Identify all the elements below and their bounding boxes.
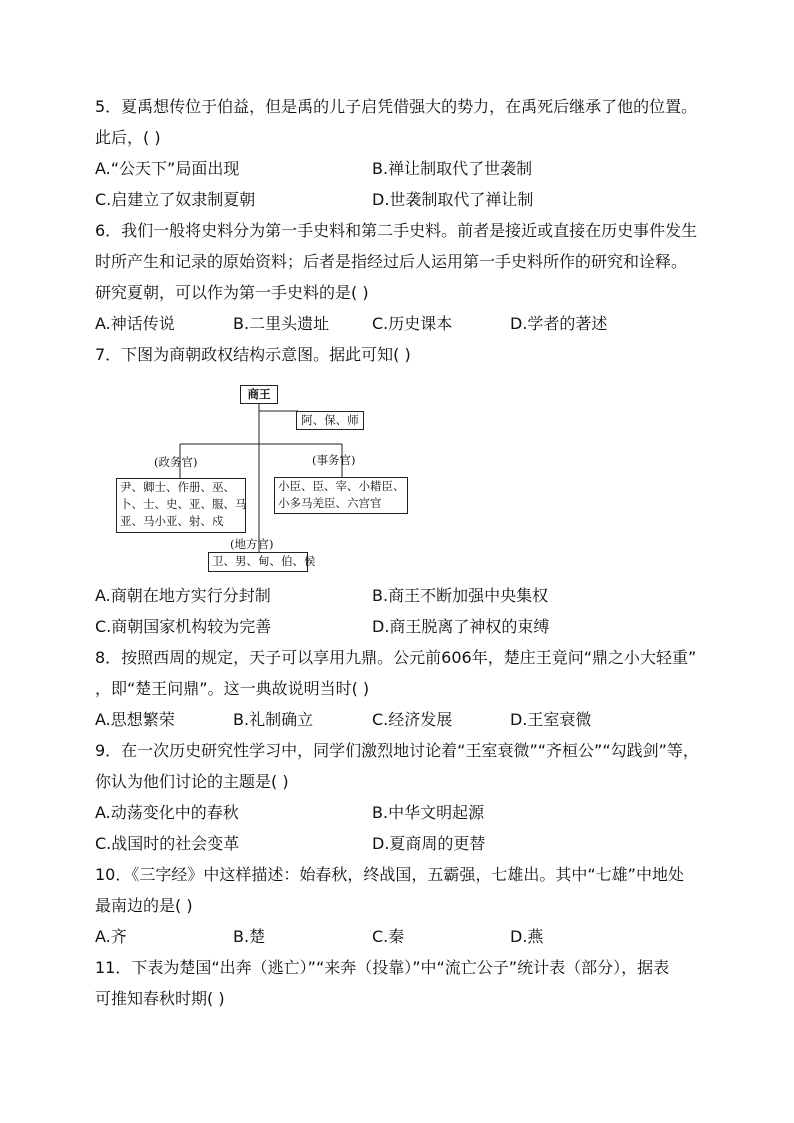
question-6-text-line-3: 研究夏朝，可以作为第一手史料的是( )	[95, 283, 369, 302]
question-8-option-d: D.王室衰微	[510, 710, 592, 729]
local-officials-label: (地方官)	[230, 537, 274, 551]
question-6-option-c: C.历史课本	[372, 314, 453, 333]
question-9-text-line-1: 9．在一次历史研究性学习中，同学们激烈地讨论着“王室衰微”“齐桓公”“勾践剑”等，	[95, 741, 699, 760]
question-8-option-c: C.经济发展	[372, 710, 453, 729]
advisors-box: 阿、保、师	[296, 411, 364, 430]
question-11-text-line-2: 可推知春秋时期( )	[95, 989, 225, 1008]
question-10-text-line-2: 最南边的是( )	[95, 896, 193, 915]
question-7-option-d: D.商王脱离了神权的束缚	[372, 617, 550, 636]
question-10-option-c: C.秦	[372, 927, 405, 946]
question-7-text-line-1: 7．下图为商朝政权结构示意图。据此可知( )	[95, 345, 411, 364]
question-6-option-d: D.学者的著述	[510, 314, 608, 333]
question-9-option-a: A.动荡变化中的春秋	[95, 803, 239, 822]
shang-king-box: 商王	[240, 385, 278, 404]
question-10-text-line-1: 10．《三字经》中这样描述：始春秋，终战国，五霸强，七雄出。其中“七雄”中地处	[95, 865, 684, 884]
question-9-option-d: D.夏商周的更替	[372, 834, 486, 853]
local-officials-box: 卫、男、甸、伯、侯	[208, 552, 308, 572]
affairs-officials-line-2: 小多马羌臣、六宫官	[278, 496, 382, 510]
question-9-option-b: B.中华文明起源	[372, 803, 485, 822]
question-7-option-b: B.商王不断加强中央集权	[372, 586, 549, 605]
question-10-option-b: B.楚	[233, 927, 266, 946]
admin-officials-line-2: 卜、士、史、亚、服、马	[120, 497, 247, 511]
question-10-option-d: D.燕	[510, 927, 544, 946]
question-5-option-d: D.世袭制取代了禅让制	[372, 190, 534, 209]
affairs-officials-label: (事务官)	[312, 453, 356, 467]
question-9-option-c: C.战国时的社会变革	[95, 834, 240, 853]
question-6-text-line-2: 时所产生和记录的原始资料；后者是指经过后人运用第一手史料所作的研究和诠释。	[95, 252, 688, 271]
admin-officials-box	[116, 478, 246, 533]
affairs-officials-line-1: 小臣、臣、宰、小耤臣、	[278, 479, 405, 493]
admin-officials-line-1: 尹、卿士、作册、巫、	[120, 480, 235, 494]
affairs-officials-box	[274, 477, 408, 514]
question-6-text-line-1: 6．我们一般将史料分为第一手史料和第二手史料。前者是接近或直接在历史事件发生	[95, 221, 698, 240]
question-10-option-a: A.齐	[95, 927, 127, 946]
question-7-option-c: C.商朝国家机构较为完善	[95, 617, 272, 636]
question-5-option-a: A.“公天下”局面出现	[95, 159, 240, 178]
question-9-text-line-2: 你认为他们讨论的主题是( )	[95, 772, 289, 791]
question-5-text-line-1: 5．夏禹想传位于伯益，但是禹的儿子启凭借强大的势力，在禹死后继承了他的位置。	[95, 97, 698, 116]
question-8-text-line-2: ，即“楚王问鼎”。这一典故说明当时( )	[95, 679, 370, 698]
question-7-option-a: A.商朝在地方实行分封制	[95, 586, 271, 605]
question-6-option-a: A.神话传说	[95, 314, 175, 333]
question-5-option-b: B.禅让制取代了世袭制	[372, 159, 533, 178]
admin-officials-label: (政务官)	[154, 455, 198, 469]
question-5-text-line-2: 此后，( )	[95, 128, 161, 147]
question-5-option-c: C.启建立了奴隶制夏朝	[95, 190, 256, 209]
question-6-option-b: B.二里头遗址	[233, 314, 330, 333]
question-8-text-line-1: 8．按照西周的规定，天子可以享用九鼎。公元前606年，楚庄王竟问“鼎之小大轻重”	[95, 648, 697, 667]
question-8-option-b: B.礼制确立	[233, 710, 314, 729]
admin-officials-line-3: 亚、马小亚、射、戍	[120, 514, 224, 528]
question-8-option-a: A.思想繁荣	[95, 710, 175, 729]
shang-government-structure-diagram	[110, 380, 420, 576]
question-11-text-line-1: 11．下表为楚国“出奔（逃亡）”“来奔（投靠）”中“流亡公子”统计表（部分），据表	[95, 958, 670, 977]
